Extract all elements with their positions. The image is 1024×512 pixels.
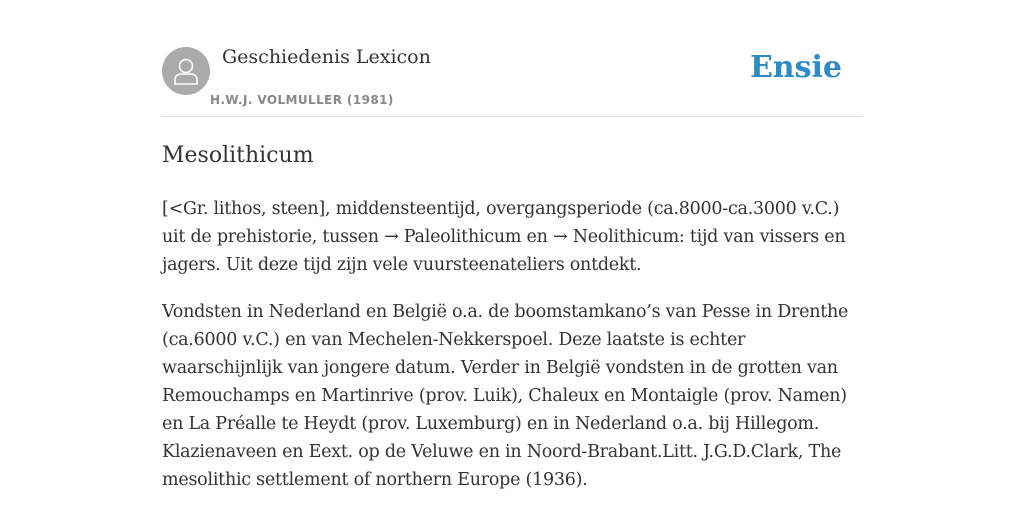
entry-paragraph: [<Gr. lithos, steen], middensteentijd, overgangsperiode (ca.8000-ca.3000 v.C.) uit de prehistorie, tussen → Paleolithicum en → Neolithicum: tijd van vissers en jagers. Uit deze tijd zijn vele vuursteenateliers ontdekt. [162, 199, 846, 275]
lexicon-title[interactable]: Geschiedenis Lexicon [222, 46, 431, 68]
entry-title: Mesolithicum [162, 143, 314, 168]
user-icon [173, 56, 199, 86]
author-label[interactable]: H.W.J. VOLMULLER (1981) [210, 93, 394, 107]
page-container [162, 0, 862, 494]
brand-logo[interactable]: Ensie [749, 50, 842, 85]
avatar[interactable] [162, 47, 210, 95]
header [162, 0, 862, 117]
entry-paragraph: Vondsten in Nederland en België o.a. de boomstamkano’s van Pesse in Drenthe (ca.6000 v.C.) en van Mechelen-Nekkerspoel. Deze laatste is echter waarschijnlijk van jongere datum. Verder in België vondsten in de grotten van Remouchamps en Martinrive (prov. Luik), Chaleux en Montaigle (prov. Namen) en La Préalle te Heydt (prov. Luxemburg) en in Nederland o.a. bij Hillegom. Klazienaveen en Eext. op de Veluwe en in Noord-Brabant.Litt. J.G.D.Clark, The mesolithic settlement of northern Europe (1936). [162, 302, 849, 490]
